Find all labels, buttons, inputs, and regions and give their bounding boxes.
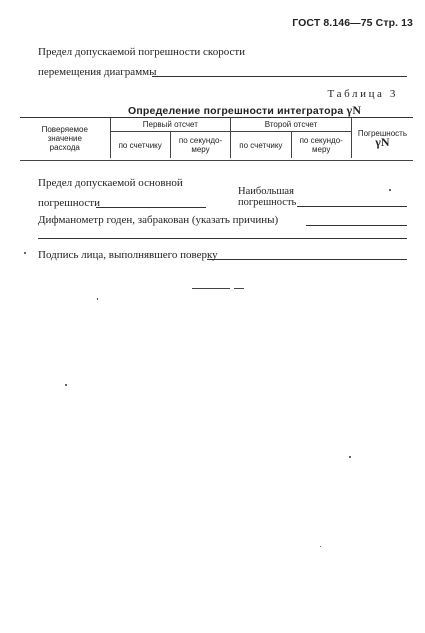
subheader-second-counter: по счетчику	[231, 132, 291, 159]
table-title	[128, 103, 361, 118]
verdict-label: Дифманометр годен, забракован (указать причины)	[38, 214, 279, 226]
max-error-label	[238, 186, 296, 208]
subheader-stopwatch-line: по секундо-	[299, 136, 343, 145]
subheader-stopwatch-line: меру	[191, 145, 210, 154]
header-flow-value	[20, 118, 110, 158]
subheader-stopwatch-line: по секундо-	[178, 136, 223, 145]
header-flow-line: расхода	[49, 142, 80, 152]
end-dash	[192, 288, 230, 289]
header-error	[351, 118, 413, 158]
page-header: ГОСТ 8.146—75 Стр. 13	[292, 17, 413, 29]
subheader-stopwatch-line: меру	[312, 145, 331, 154]
speed-error-fill-line	[152, 76, 407, 77]
integrator-error-table	[20, 118, 413, 158]
speck	[97, 298, 98, 300]
speck	[24, 252, 26, 254]
speck	[320, 546, 321, 547]
speck	[65, 384, 67, 386]
header-flow-line: Поверяемое	[41, 124, 88, 134]
table-bottom-rule	[20, 160, 413, 161]
max-error-label-line: Наибольшая	[238, 186, 294, 197]
signature-label: Подпись лица, выполнявшего поверку	[38, 249, 218, 261]
header-flow-line: значение	[47, 133, 82, 143]
speck	[389, 189, 391, 191]
subheader-first-stopwatch	[170, 132, 230, 159]
max-error-label-line: погрешность	[238, 197, 297, 208]
basic-error-label-line1: Предел допускаемой основной	[38, 177, 183, 189]
basic-error-label-line2: погрешности	[38, 197, 100, 209]
max-error-fill-line	[297, 206, 407, 207]
end-dash-tail	[234, 288, 244, 289]
header-second-reading: Второй отсчет	[231, 118, 352, 132]
speed-error-label-line1: Предел допускаемой погрешности скорости	[38, 46, 246, 58]
table-title-symbol: γN	[346, 103, 362, 117]
header-first-reading: Первый отсчет	[110, 118, 231, 132]
table-number: Таблица 3	[327, 88, 398, 100]
basic-error-fill-line	[96, 207, 206, 208]
header-error-line: Погрешность	[357, 129, 407, 138]
table-title-text: Определение погрешности интегратора	[128, 105, 347, 117]
verdict-fill-line-2	[38, 238, 407, 239]
speck	[349, 456, 351, 458]
speed-error-label-line2: перемещения диаграммы	[38, 66, 157, 78]
header-error-symbol: γN	[375, 135, 390, 149]
subheader-second-stopwatch	[291, 132, 351, 159]
subheader-first-counter: по счетчику	[110, 132, 170, 159]
verdict-fill-line-1	[306, 225, 407, 226]
signature-fill-line	[207, 259, 407, 260]
